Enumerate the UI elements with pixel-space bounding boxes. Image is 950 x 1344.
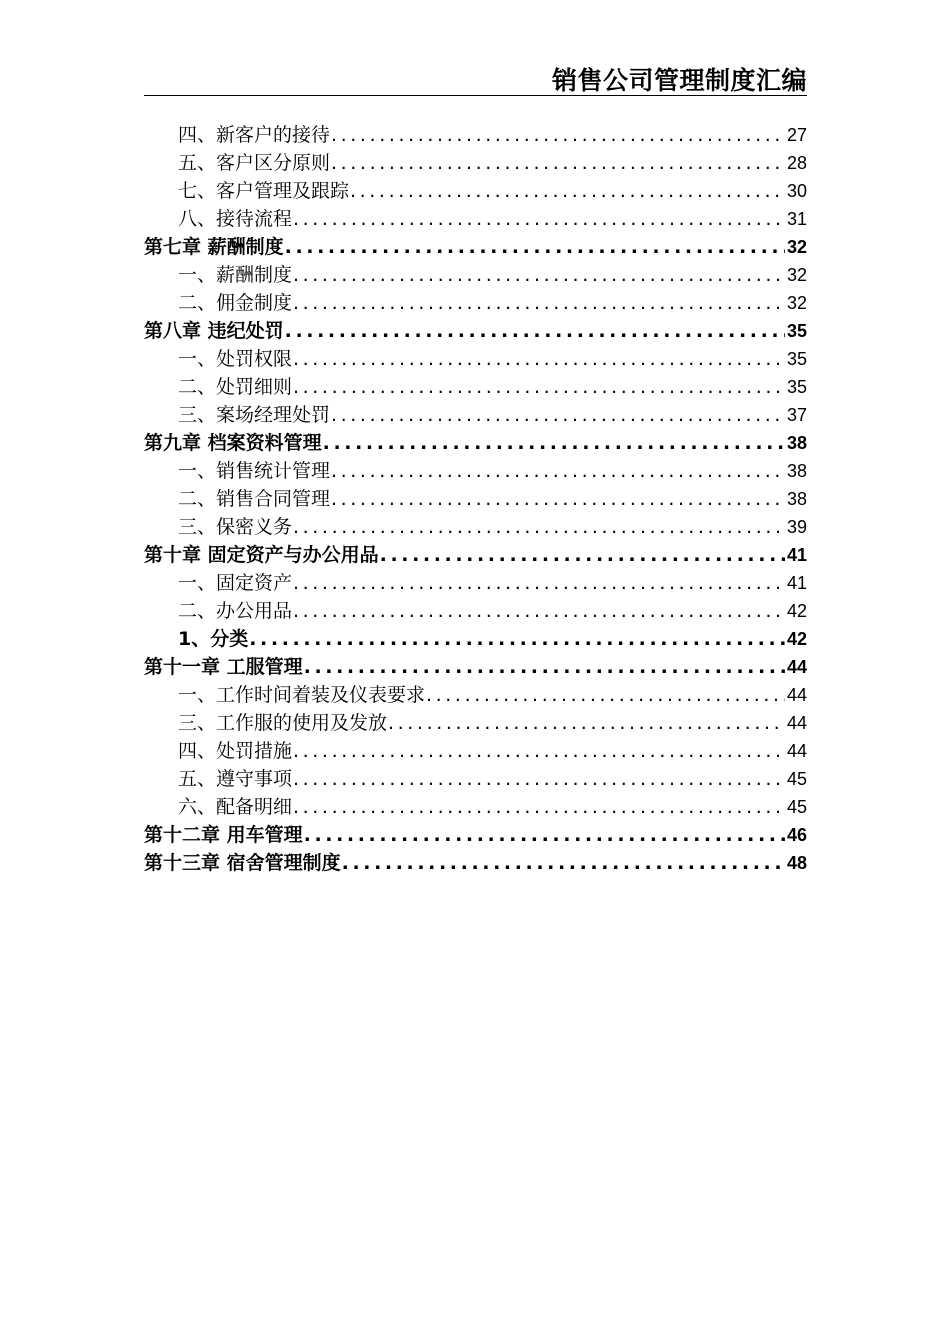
toc-entry-title: 六、配备明细 bbox=[178, 796, 293, 818]
header-divider bbox=[144, 95, 807, 96]
toc-page-number: 28 bbox=[786, 153, 807, 173]
toc-page-number: 31 bbox=[786, 209, 807, 229]
toc-dot-leader bbox=[293, 569, 785, 597]
toc-entry[interactable] bbox=[144, 597, 807, 625]
toc-dot-leader bbox=[380, 541, 785, 569]
toc-entry-title: 一、工作时间着装及仪表要求 bbox=[178, 684, 426, 706]
toc-page-number: 46 bbox=[786, 825, 807, 845]
toc-page-number: 38 bbox=[786, 433, 807, 453]
toc-dot-leader bbox=[293, 205, 785, 233]
toc-entry[interactable] bbox=[144, 289, 807, 317]
toc-page-number: 32 bbox=[786, 293, 807, 313]
toc-dot-leader bbox=[331, 401, 785, 429]
toc-page-number: 35 bbox=[786, 377, 807, 397]
toc-dot-leader bbox=[331, 121, 785, 149]
toc-page-number: 42 bbox=[786, 629, 807, 649]
toc-entry-title: 三、保密义务 bbox=[178, 516, 293, 538]
toc-dot-leader bbox=[285, 317, 785, 345]
toc-entry-title: 一、薪酬制度 bbox=[178, 264, 293, 286]
toc-chapter-title: 第八章 违纪处罚 bbox=[144, 320, 284, 342]
toc-page-number: 45 bbox=[786, 769, 807, 789]
toc-entry-title: 二、处罚细则 bbox=[178, 376, 293, 398]
toc-entry[interactable] bbox=[144, 205, 807, 233]
toc-dot-leader bbox=[293, 289, 785, 317]
toc-dot-leader bbox=[293, 597, 785, 625]
toc-chapter-entry[interactable] bbox=[144, 429, 807, 457]
toc-dot-leader bbox=[331, 149, 785, 177]
toc-page-number: 35 bbox=[786, 321, 807, 341]
toc-entry[interactable] bbox=[144, 345, 807, 373]
toc-page-number: 30 bbox=[786, 181, 807, 201]
toc-dot-leader bbox=[293, 261, 785, 289]
toc-subsection-entry[interactable] bbox=[144, 625, 807, 653]
toc-entry-title: 二、佣金制度 bbox=[178, 292, 293, 314]
toc-entry[interactable] bbox=[144, 177, 807, 205]
toc-page-number: 45 bbox=[786, 797, 807, 817]
toc-entry-title: 五、客户区分原则 bbox=[178, 152, 331, 174]
toc-entry[interactable] bbox=[144, 765, 807, 793]
toc-entry[interactable] bbox=[144, 793, 807, 821]
toc-entry[interactable] bbox=[144, 709, 807, 737]
toc-dot-leader bbox=[293, 737, 785, 765]
toc-entry-title: 二、销售合同管理 bbox=[178, 488, 331, 510]
toc-entry-title: 五、遵守事项 bbox=[178, 768, 293, 790]
toc-dot-leader bbox=[350, 177, 785, 205]
toc-dot-leader bbox=[323, 429, 785, 457]
toc-dot-leader bbox=[249, 625, 785, 653]
toc-page-number: 44 bbox=[786, 741, 807, 761]
toc-page-number: 44 bbox=[786, 657, 807, 677]
toc-dot-leader bbox=[426, 681, 785, 709]
page-header-title: 销售公司管理制度汇编 bbox=[551, 66, 807, 95]
toc-dot-leader bbox=[304, 821, 785, 849]
toc-chapter-title: 第十一章 工服管理 bbox=[144, 656, 303, 678]
toc-dot-leader bbox=[342, 849, 785, 877]
toc-chapter-entry[interactable] bbox=[144, 317, 807, 345]
toc-entry-title: 七、客户管理及跟踪 bbox=[178, 180, 350, 202]
toc-page-number: 48 bbox=[786, 853, 807, 873]
toc-entry-title: 二、办公用品 bbox=[178, 600, 293, 622]
toc-page-number: 35 bbox=[786, 349, 807, 369]
toc-chapter-title: 第十二章 用车管理 bbox=[144, 824, 303, 846]
toc-page-number: 41 bbox=[786, 545, 807, 565]
toc-page-number: 42 bbox=[786, 601, 807, 621]
toc-entry-title: 一、销售统计管理 bbox=[178, 460, 331, 482]
toc-entry-title: 一、处罚权限 bbox=[178, 348, 293, 370]
toc-dot-leader bbox=[293, 345, 785, 373]
toc-page-number: 38 bbox=[786, 489, 807, 509]
toc-entry-title: 四、新客户的接待 bbox=[178, 124, 331, 146]
toc-page-number: 39 bbox=[786, 517, 807, 537]
toc-chapter-title: 第九章 档案资料管理 bbox=[144, 432, 322, 454]
toc-dot-leader bbox=[331, 457, 785, 485]
toc-chapter-entry[interactable] bbox=[144, 653, 807, 681]
toc-entry[interactable] bbox=[144, 401, 807, 429]
toc-entry-title: 三、案场经理处罚 bbox=[178, 404, 331, 426]
toc-entry[interactable] bbox=[144, 569, 807, 597]
toc-dot-leader bbox=[388, 709, 785, 737]
toc-entry[interactable] bbox=[144, 485, 807, 513]
toc-chapter-entry[interactable] bbox=[144, 849, 807, 877]
toc-entry[interactable] bbox=[144, 457, 807, 485]
toc-entry[interactable] bbox=[144, 261, 807, 289]
toc-entry[interactable] bbox=[144, 121, 807, 149]
toc-entry[interactable] bbox=[144, 513, 807, 541]
toc-chapter-entry[interactable] bbox=[144, 541, 807, 569]
toc-chapter-entry[interactable] bbox=[144, 233, 807, 261]
toc-dot-leader bbox=[285, 233, 785, 261]
toc-page-number: 38 bbox=[786, 461, 807, 481]
toc-entry-title: 八、接待流程 bbox=[178, 208, 293, 230]
toc-chapter-entry[interactable] bbox=[144, 821, 807, 849]
toc-page-number: 44 bbox=[786, 685, 807, 705]
toc-subsection-title: 1、分类 bbox=[178, 628, 249, 650]
toc-chapter-title: 第十章 固定资产与办公用品 bbox=[144, 544, 379, 566]
toc-page-number: 27 bbox=[786, 125, 807, 145]
toc-chapter-title: 第七章 薪酬制度 bbox=[144, 236, 284, 258]
toc-page-number: 32 bbox=[786, 265, 807, 285]
toc-page-number: 41 bbox=[786, 573, 807, 593]
toc-entry[interactable] bbox=[144, 737, 807, 765]
toc-entry[interactable] bbox=[144, 373, 807, 401]
toc-page-number: 32 bbox=[786, 237, 807, 257]
toc-dot-leader bbox=[331, 485, 785, 513]
toc-entry-title: 一、固定资产 bbox=[178, 572, 293, 594]
toc-entry-title: 三、工作服的使用及发放 bbox=[178, 712, 388, 734]
table-of-contents bbox=[144, 121, 807, 877]
toc-dot-leader bbox=[293, 513, 785, 541]
toc-page-number: 44 bbox=[786, 713, 807, 733]
toc-dot-leader bbox=[293, 793, 785, 821]
toc-entry[interactable] bbox=[144, 149, 807, 177]
toc-dot-leader bbox=[293, 373, 785, 401]
toc-dot-leader bbox=[304, 653, 785, 681]
toc-chapter-title: 第十三章 宿舍管理制度 bbox=[144, 852, 341, 874]
toc-page-number: 37 bbox=[786, 405, 807, 425]
toc-dot-leader bbox=[293, 765, 785, 793]
toc-entry-title: 四、处罚措施 bbox=[178, 740, 293, 762]
toc-entry[interactable] bbox=[144, 681, 807, 709]
